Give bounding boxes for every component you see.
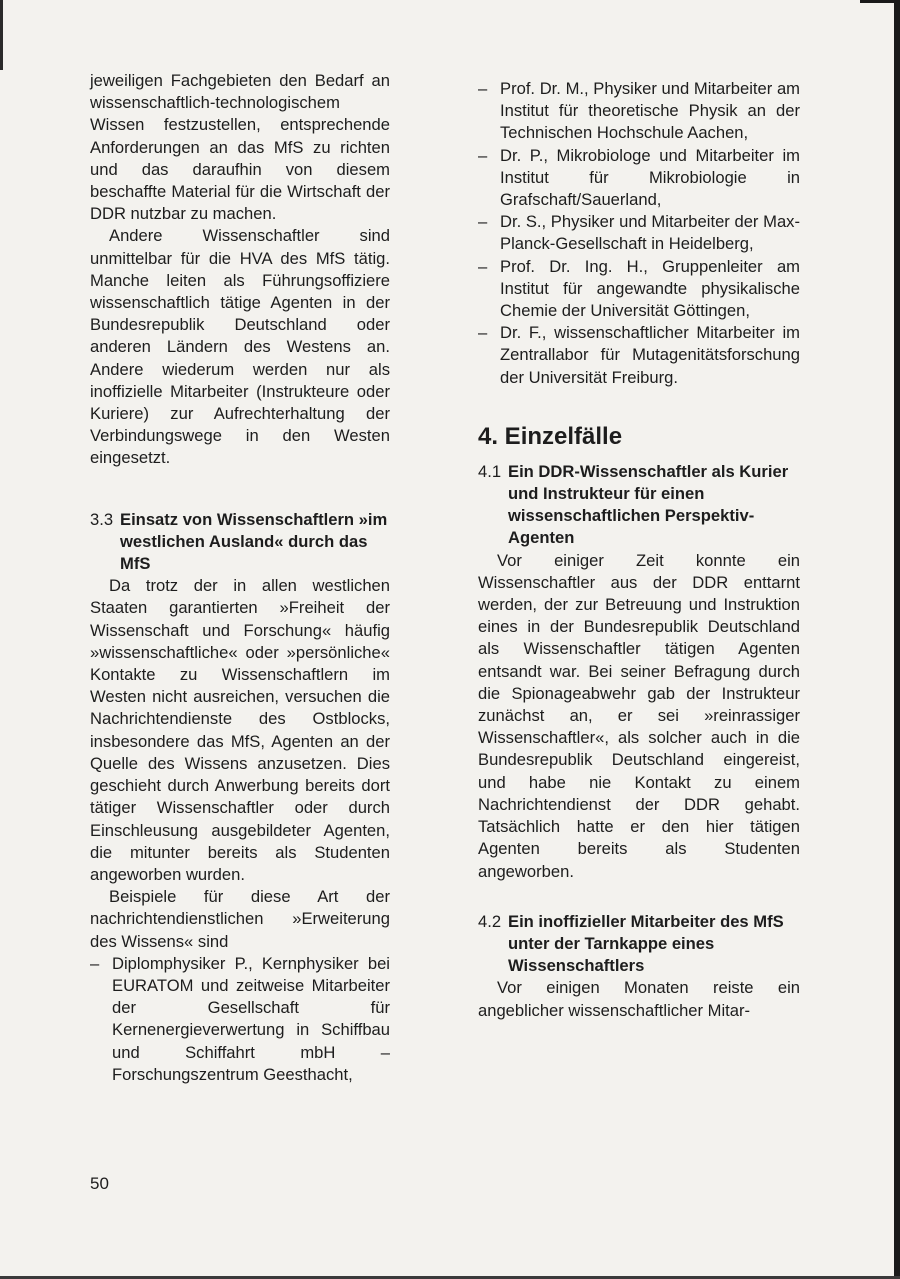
list-item: – Dr. F., wissenschaftlicher Mitarbeiter im Zentrallabor für Mutagenitätsforschung der Universität Freiburg. <box>478 322 800 389</box>
section-title: Ein inoffizieller Mitarbeiter des MfS unter der Tarnkappe eines Wissenschaftlers <box>508 911 784 976</box>
section-number: 4.1 <box>478 461 502 481</box>
section-number: 3.3 <box>90 509 114 529</box>
section-3-3-paragraph-2: Beispiele für diese Art der nachrichtendienstlichen »Erweiterung des Wissens« sind <box>90 887 390 951</box>
list-item: – Diplomphysiker P., Kernphysiker bei EURATOM und zeitweise Mitarbeiter der Gesellschaft für Kernenergieverwertung in Schiffbau und Schiffahrt mbH – Forschungszentrum Geesthacht, <box>90 953 390 1086</box>
left-column <box>90 70 390 1086</box>
section-title: Einsatz von Wissenschaftlern »im westlichen Ausland« durch das MfS <box>120 509 388 574</box>
left-paragraph-2: Andere Wissenschaftler sind unmittelbar für die HVA des MfS tätig. Manche leiten als Führungsoffiziere wissenschaftlich tätige Agenten in der Bundesrepublik Deutschland oder anderen Ländern des Westens an. Andere wiederum werden nur als inoffizielle Mitarbeiter (Instrukteure oder Kuriere) zur Aufrechterhaltung der Verbindungswege in den Westen eingesetzt. <box>90 226 390 468</box>
examples-list-right <box>478 78 800 389</box>
list-item: – Dr. P., Mikrobiologe und Mitarbeiter im Institut für Mikrobiologie in Grafschaft/Sauerland, <box>478 145 800 212</box>
section-3-3-heading <box>90 509 390 576</box>
scan-edge-top <box>860 0 900 3</box>
section-number: 4.2 <box>478 911 502 931</box>
scan-edge-left <box>0 0 3 70</box>
section-4-1-paragraph: Vor einiger Zeit konnte ein Wissenschaftler aus der DDR enttarnt werden, der zur Betreuung und Instruktion eines in der Bundesrepublik Deutschland als Wissenschaftler tätigen Agenten entsandt war. Bei seiner Befragung durch die Spionageabwehr gab der Instrukteur zunächst an, er sei »reinrassiger Wissenschaftler«, als solcher auch in die Bundesrepublik Deutschland eingereist, und habe nie Kontakt zu einem Nachrichtendienst der DDR gehabt. Tatsächlich hatte er den hier tätigen Agenten bereits als Studenten angeworben. <box>478 550 800 881</box>
section-3-3-paragraph-1: Da trotz der in allen westlichen Staaten garantierten »Freiheit der Wissenschaft und Forschung« häufig »wissenschaftliche« oder »persönliche« Kontakte zu Wissenschaftlern im Westen nicht ausreichen, versuchen die Nachrichtendienste des Ostblocks, insbesondere das MfS, Agenten an der Quelle des Wissens anzusetzen. Dies geschieht durch Anwerbung bereits dort tätiger Wissenschaftler oder durch Einschleusung ausgebildeter Agenten, die mitunter bereits als Studenten angeworben wurden. <box>90 576 390 884</box>
left-paragraph-1: jeweiligen Fachgebieten den Bedarf an wissenschaftlich-technologischem Wissen festzustellen, entsprechende Anforderungen an das MfS zu richten und das daraufhin von diesem beschaffte Material für die Wirtschaft der DDR nutzbar zu machen. <box>90 71 390 224</box>
section-4-1-heading <box>478 461 800 550</box>
section-title: Ein DDR-Wissenschaftler als Kurier und Instrukteur für einen wissenschaftlichen Perspektiv-Agenten <box>508 461 789 548</box>
page-number: 50 <box>90 1174 109 1193</box>
chapter-4-title: 4. Einzelfälle <box>478 422 623 450</box>
examples-list-left <box>90 953 390 1086</box>
list-item: – Prof. Dr. M., Physiker und Mitarbeiter am Institut für theoretische Physik an der Technischen Hochschule Aachen, <box>478 78 800 145</box>
section-4-2-paragraph: Vor einigen Monaten reiste ein angeblicher wissenschaftlicher Mitar- <box>478 978 800 1020</box>
right-column <box>478 78 800 1022</box>
list-item: – Dr. S., Physiker und Mitarbeiter der Max-Planck-Gesellschaft in Heidelberg, <box>478 211 800 255</box>
section-4-2-heading <box>478 911 800 978</box>
scan-edge-right <box>894 0 900 1279</box>
list-item: – Prof. Dr. Ing. H., Gruppenleiter am Institut für angewandte physikalische Chemie der Universität Göttingen, <box>478 256 800 323</box>
